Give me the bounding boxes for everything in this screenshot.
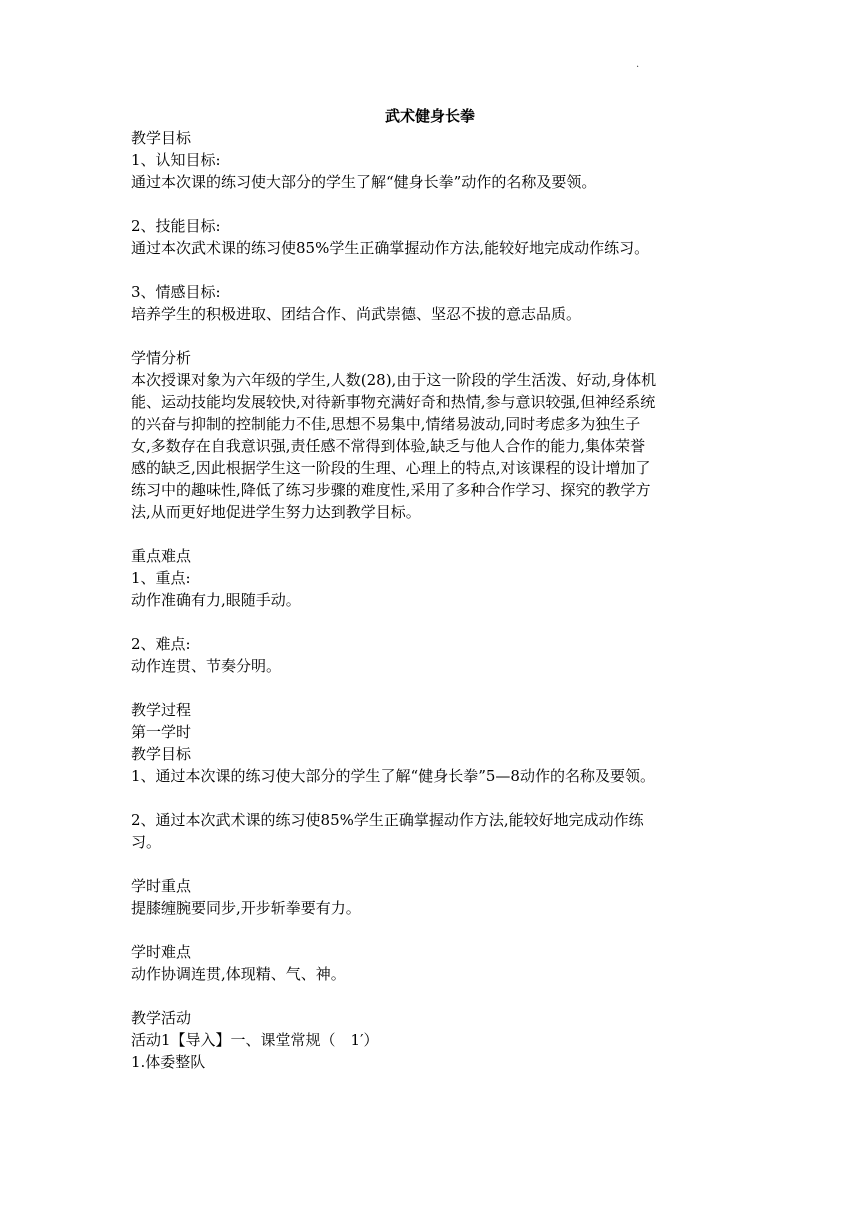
- text-line: 2、技能目标:: [131, 217, 221, 235]
- blank-line: [131, 853, 737, 875]
- text-line: 动作协调连贯,体现精、气、神。: [131, 965, 346, 983]
- corner-dot-mark: .: [636, 59, 640, 70]
- text-line: 动作连贯、节奏分明。: [131, 657, 282, 675]
- text-line: 1、通过本次课的练习使大部分的学生了解“健身长拳”5—8动作的名称及要领。: [131, 767, 655, 785]
- text-line: 通过本次武术课的练习使85%学生正确掌握动作方法,能较好地完成动作练习。: [131, 239, 650, 257]
- text-line: 活动1【导入】一、课堂常规（ 1′）: [131, 1031, 379, 1049]
- text-line: 培养学生的积极进取、团结合作、尚武崇德、坚忍不拔的意志品质。: [131, 305, 582, 323]
- text-line: 教学目标: [131, 745, 192, 763]
- text-line: 学情分析: [131, 349, 192, 367]
- blank-line: [131, 259, 737, 281]
- text-line: 1.体委整队: [131, 1053, 206, 1071]
- text-line: 女,多数存在自我意识强,责任感不常得到体验,缺乏与他人合作的能力,集体荣誉: [131, 437, 646, 455]
- blank-line: [131, 677, 737, 699]
- blank-line: [131, 787, 737, 809]
- document-title: 武术健身长拳: [384, 107, 475, 125]
- text-line: 动作准确有力,眼随手动。: [131, 591, 301, 609]
- blank-line: [131, 611, 737, 633]
- text-line: 教学活动: [131, 1009, 192, 1027]
- text-line: 能、运动技能均发展较快,对待新事物充满好奇和热情,参与意识较强,但神经系统: [131, 393, 656, 411]
- text-line: 教学过程: [131, 701, 192, 719]
- text-line: 习。: [131, 833, 162, 851]
- text-line: 1、重点:: [131, 569, 191, 587]
- text-line: 提膝缠腕要同步,开步斩拳要有力。: [131, 899, 361, 917]
- text-line: 的兴奋与抑制的控制能力不佳,思想不易集中,情绪易波动,同时考虑多为独生子: [131, 415, 641, 433]
- text-line: 重点难点: [131, 547, 192, 565]
- text-line: 学时难点: [131, 943, 192, 961]
- text-line: 学时重点: [131, 877, 192, 895]
- blank-line: [131, 523, 737, 545]
- blank-line: [131, 325, 737, 347]
- text-line: 2、通过本次武术课的练习使85%学生正确掌握动作方法,能较好地完成动作练: [131, 811, 644, 829]
- text-line: 感的缺乏,因此根据学生这一阶段的生理、心理上的特点,对该课程的设计增加了: [131, 459, 651, 477]
- text-line: 1、认知目标:: [131, 151, 221, 169]
- text-line: 本次授课对象为六年级的学生,人数(28),由于这一阶段的学生活泼、好动,身体机: [131, 371, 657, 389]
- text-line: 练习中的趣味性,降低了练习步骤的难度性,采用了多种合作学习、探究的教学方: [131, 481, 651, 499]
- blank-line: [131, 193, 737, 215]
- document-body: [131, 127, 737, 1073]
- text-line: 3、情感目标:: [131, 283, 221, 301]
- text-line: 教学目标: [131, 129, 192, 147]
- text-line: 第一学时: [131, 723, 192, 741]
- blank-line: [131, 919, 737, 941]
- blank-line: [131, 985, 737, 1007]
- text-line: 2、难点:: [131, 635, 191, 653]
- text-line: 通过本次课的练习使大部分的学生了解“健身长拳”动作的名称及要领。: [131, 173, 597, 191]
- text-line: 法,从而更好地促进学生努力达到教学目标。: [131, 503, 421, 521]
